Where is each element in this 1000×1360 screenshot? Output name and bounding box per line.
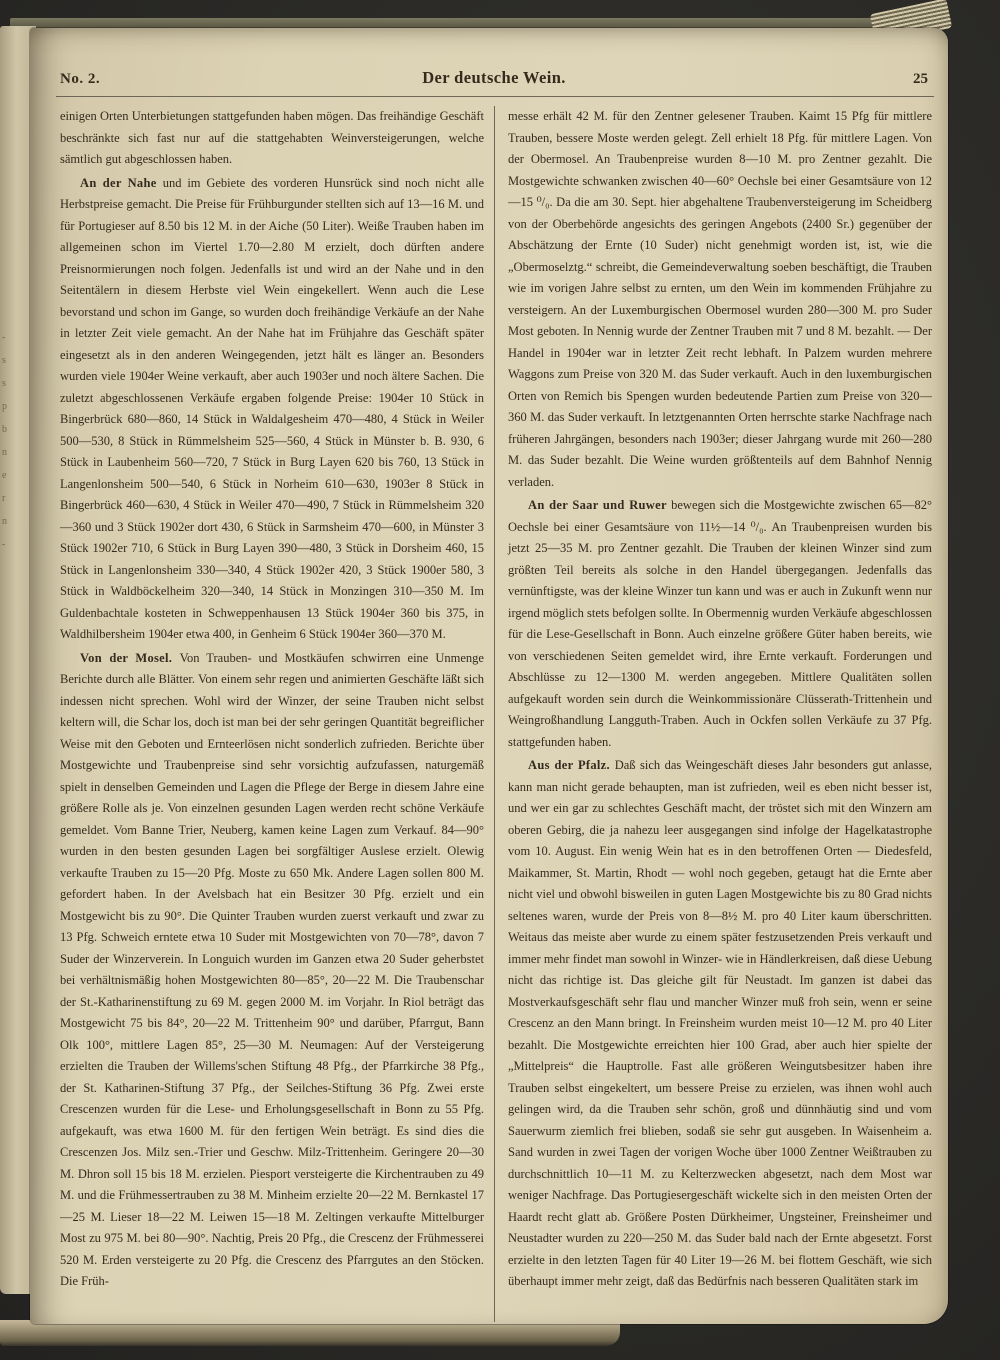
paragraph: An der Saar und Ruwer bewegen sich die Mostgewichte zwischen 65—82° Oechsle bei einer Gesamtsäure von 11½—14 ⁰/₀. An Traubenpreisen wurden bis jetzt 25—35 M. pro Zentner gezahlt. Die Trauben der kleinen Winzer sind zum größten Teil bereits als solche in den Handel übergegangen. Jedenfalls das vernünftigste, was der kleine Winzer tun kann und was er auch in Zukunft wenn nur irgend möglich stets befolgen sollte. In Obermennig wurden Verkäufe abgeschlossen für die Lese-Gesellschaft in Bonn. Auch einzelne größere Güter haben bereits, wie von verschiedenen Seiten gemeldet wird, ihre Ernte verkauft. Forderungen und Abschlüsse zu 12—1300 M. werden angegeben. Mittlere Qualitäten sollen aufgekauft worden sein durch die Weinkommissionäre Clüsserath-Trittenhein und Weingroßhandlung Langguth-Traben. Auch in Ockfen sollen Verkäufe zu 37 Pfg. stattgefunden haben. xyxy=(508,498,932,749)
edge-fragment-glyph: - xyxy=(2,332,6,343)
paragraph: An der Nahe und im Gebiete des vorderen Hunsrück sind noch nicht alle Herbstpreise gemacht. Die Preise für Frühburgunder stellten sich auf 13—16 M. und für Portugieser auf 8.50 bis 12 M. in der Aiche (50 Liter). Weiße Trauben haben im allgemeinen schon im Viertel 1.70—2.80 M erzielt, doch dürften andere Preisnormierungen noch folgen. Jedenfalls ist und wird an der Nahe und in den Seitentälern in diesem Herbste viel Wein eingekellert. Wenn auch die Lese bevorstand und schon im Gange, so wurden doch freihändige Verkäufe an der Nahe in letzter Zeit viele gemacht. An der Nahe hat im Frühjahre das Geschäft später eingesetzt als in den anderen Weingegenden, jetzt hält es länger an. Besonders wurden viele 1904er Weine verkauft, aber auch 1903er und noch ältere Sachen. Die zuletzt abgeschlossenen Verkäufe ergaben folgende Preise: 1904er 10 Stück in Bingerbrück 680—860, 14 Stück in Waldalgesheim 470—480, 4 Stück in Weiler 500—530, 8 Stück in Rümmelsheim 525—560, 4 Stück in Münster b. B. 930, 6 Stück in Laubenheim 560—720, 7 Stück in Burg Layen 620 bis 760, 13 Stück in Langenlonsheim 500—540, 6 Stück in Norheim 610—630, 1903er 8 Stück in Bingerbrück 460—630, 4 Stück in Weiler 470—490, 7 Stück in Rümmelsheim 320—360 und 3 Stück 1902er dort 430, 6 Stück in Sarmsheim 470—600, in Münster 3 Stück 1902er 710, 6 Stück in Burg Layen 390—480, 3 Stück in Dorsheim 460, 15 Stück in Langenlonsheim 330—340, 4 Stück 1902er 420, 3 Stück 1900er 580, 3 Stück in Waldböckelheim 320—340, 14 Stück in Monzingen 310—350 M. Im Guldenbachtale kosteten in Schweppenhausen 13 Stück 1904er 360 bis 375, in Waldhilbersheim 1904er etwa 400, in Genheim 6 Stück 1904er 360—370 M. xyxy=(60,175,484,641)
section-heading: Von der Mosel. xyxy=(80,650,180,665)
edge-fragment-glyph: n xyxy=(2,516,7,527)
edge-fragment-glyph: b xyxy=(2,424,7,435)
page-number: 25 xyxy=(913,71,929,87)
section-heading: An der Saar und Ruwer xyxy=(528,498,672,512)
right-column xyxy=(495,106,932,1318)
edge-fragment-glyph: e xyxy=(2,470,7,481)
section-heading: Aus der Pfalz. xyxy=(528,758,615,772)
edge-fragment-glyph: r xyxy=(2,493,6,504)
edge-fragment-glyph: s xyxy=(2,355,6,366)
journal-title: Der deutsche Wein. xyxy=(422,68,566,87)
section-heading: An der Nahe xyxy=(80,175,163,190)
journal-page xyxy=(30,28,948,1324)
edge-fragment-glyph: s xyxy=(2,378,6,389)
masthead xyxy=(60,68,928,88)
edge-text-fragments xyxy=(2,326,16,556)
text-columns xyxy=(60,106,932,1322)
paragraph: einigen Orten Unterbietungen stattgefunden haben mögen. Das freihändige Geschäft beschränkte sich fast nur auf die stattgehabten Weinversteigerungen, welche sämtlich gut abgeschlossen haben. xyxy=(60,109,484,166)
left-column xyxy=(60,106,494,1318)
edge-fragment-glyph: p xyxy=(2,401,7,412)
header-rule xyxy=(56,96,934,97)
paragraph: Aus der Pfalz. Daß sich das Weingeschäft dieses Jahr besonders gut anlasse, kann man nicht gerade behaupten, man ist zufrieden, weil es eben nicht besser ist, und wer ein gar zu schlechtes Geschäft macht, der tröstet sich mit den Winzern am oberen Gebirg, die ja nahezu leer ausgegangen sind infolge der Hagelkatastrophe vom 10. August. Ein wenig Wein hat es in den betroffenen Orten — Diedesfeld, Maikammer, St. Martin, Rhodt — wohl noch gegeben, getaugt hat die Ernte aber nicht viel und obwohl bisweilen in guten Lagen Mostgewichte bis zu 80 Grad nichts seltenes waren, wurde der Preis von 8—8½ M. pro 40 Liter kaum überschritten. Weitaus das meiste aber wurde zu einem später festzusetzenden Preis verkauft und immer mehr findet man sowohl in Winzer- wie in Händlerkreisen, daß diese Uebung nicht das richtige ist. Das gleiche gilt für Neustadt. Im ganzen ist dabei das Mostverkaufsgeschäft sehr flau und mancher Winzer muß froh sein, wenn er seine Crescenz an den Mann bringt. In Freinsheim wurden meist 10—12 M. pro 40 Liter bezahlt. Die Mostgewichte erreichten hier 100 Grad, aber auch hier spielte der „Mittelpreis“ die Hauptrolle. Fast alle größeren Weingutsbesitzer haben ihre Trauben selbst eingekeltert, um bessere Preise zu erzielen, was ihnen wohl auch gelingen wird, da die Trauben sehr schön, groß und dünnhäutig sind und vom Sauerwurm ziemlich frei blieben, sodaß sie sehr gut ausgeben. In Waisenheim a. Sand wurden in zwei Tagen der vorigen Woche über 1000 Zentner Weißtrauben zu durchschnittlich 10—11 M. zu Kelterzwecken abgesetzt, nach dem Most war weniger Nachfrage. Das Portugiesergeschäft wickelte sich in den meisten Orten der Haardt recht glatt ab. Größere Posten Dürkheimer, Ungsteiner, Freinsheimer und Neustadter wurden zu 220—250 M. das Suder bald nach der Ernte abgesetzt. Forst erzielte in den letzten Tagen für 40 Liter 19—26 M. bei flottem Geschäft, wie sich überhaupt immer mehr zeigt, daß das Bedürfnis nach besseren Qualitäten stark im xyxy=(508,758,932,1288)
edge-fragment-glyph: - xyxy=(2,539,6,550)
issue-number: No. 2. xyxy=(60,71,101,87)
paragraph: Von der Mosel. Von Trauben- und Mostkäufen schwirren eine Unmenge Berichte durch alle Blätter. Von einem sehr regen und animierten Geschäfte läßt sich indessen nicht sprechen. Wohl wird der Winzer, der seine Trauben nicht selbst keltern will, die Schar los, doch ist man bei der sehr geringen Quantität begreiflicher Weise mit den Geboten und Ernteerlösen nicht sonderlich zufrieden. Berichte über Mostgewichte und Traubenpreise sind sehr vorsichtig aufzufassen, naturgemäß spielt in denselben Gemeinden und Lagen die Pflege der Berge in diesem Jahre eine größere Rolle als je. Von einzelnen gesunden Lagen werden recht schöne Verkäufe gemeldet. Vom Banne Trier, Neuberg, kamen keine Lagen zum Verkauf. 84—90° wurden in den besten gesunden Lagen bei sorgfältiger Auslese erzielt. Olewig verkaufte Trauben zu 15—20 Pfg. Moste zu 650 Mk. Andere Lagen sollen 800 M. gefordert haben. In der Avelsbach hat ein Besitzer 30 Pfg. erzielt und ein Mostgewicht bis zu 90°. Die Quinter Trauben wurden zuerst verkauft und zwar zu 13 Pfg. Schweich erntete etwa 10 Suder mit Mostgewichten von 70—78°, davon 7 Suder der Winzerverein. In Longuich wurden im Ganzen etwa 20 Suder geherbstet bei verhältnismäßig hohen Mostgewichten 80—85°, 20—22 M. Die Traubenschar der St.-Katharinenstiftung zu 69 M. gegen 2000 M. im Vorjahr. In Riol beträgt das Mostgewicht 75 bis 84°, 20—22 M. Trittenheim 90° und darüber, Pfarrgut, Bann Olk 100°, mittlere Lagen 85°, 25—30 M. Neumagen: Auf der Versteigerung erzielten die Trauben der Willems'schen Stiftung 48 Pfg., der Pfarrkirche 38 Pfg., der St. Katharinen-Stiftung 37 Pfg., der Seilches-Stiftung 36 Pfg. Zwei erste Crescenzen wurden für die Lese- und Erholungsgesellschaft in Bonn zu 55 Pfg. aufgekauft, was etwa 1600 M. für den fertigen Wein beträgt. Es sind dies die Crescenzen Jos. Milz sen.-Trier und Geschw. Milz-Trittenheim. Geringere 20—30 M. Dhron soll 15 bis 18 M. erzielen. Piesport versteigerte die Kirchentrauben zu 49 M. und die Frühmessertrauben zu 38 M. Minheim erzielte 20—22 M. Bernkastel 17—25 M. Lieser 18—22 M. Leiwen 15—18 M. Zeltingen verkaufte Mittelburger Most zu 975 M. bei 80—90°. Nachtig, Preis 20 Pfg., die Crescenz der Frühmesserei 520 M. Erden versteigerte zu 20 Pfg. die Crescenz des Pfarrgutes an den Stöcken. Die Früh- xyxy=(60,650,484,1288)
paragraph: messe erhält 42 M. für den Zentner gelesener Trauben. Kaimt 15 Pfg für mittlere Trauben, bessere Moste werden gelegt. Zell erhielt 18 Pfg. für mittlere Lagen. Von der Obermosel. An Traubenpreise wurden 8—10 M. pro Zentner gezahlt. Die Mostgewichte schwanken zwischen 40—60° Oechsle bei einer Gesamtsäure von 12—15 ⁰/₀. Da die am 30. Sept. hier abgehaltene Traubenversteigerung im Scheidberg von der Oberbehörde angesichts des geringen Angebots (2400 Sr.) gegenüber der Abschätzung der Ernte (10 Suder) nicht genehmigt worden ist, ist, wie die „Obermoselztg.“ schreibt, die Gemeindeverwaltung soeben beschäftigt, die Trauben wie im vorigen Jahre selbst zu ernten, um den Wein im kommenden Frühjahre zu versteigern. An der Luxemburgischen Obermosel wurden 280—300 M. pro Suder Most geboten. In Nennig wurde der Zentner Trauben mit 7 und 8 M. bezahlt. — Der Handel in 1904er war in letzter Zeit recht lebhaft. In Palzem wurden mehrere Waggons zum Preise von 320 M. das Suder verkauft. Auch in den luxemburgischen Orten von Remich bis Spengen wurden bedeutende Partien zum Preise von 320—360 M. das Suder verkauft. In letztgenannten Orten herrschte starke Nachfrage nach früheren Jahrgängen, besonders nach 1903er; dieser Jahrgang wurde mit 260—280 M. das Suder bezahlt. Die Weine wurden größtenteils auf dem Bahnhof Nennig verladen. xyxy=(508,109,932,489)
edge-fragment-glyph: n xyxy=(2,447,7,458)
